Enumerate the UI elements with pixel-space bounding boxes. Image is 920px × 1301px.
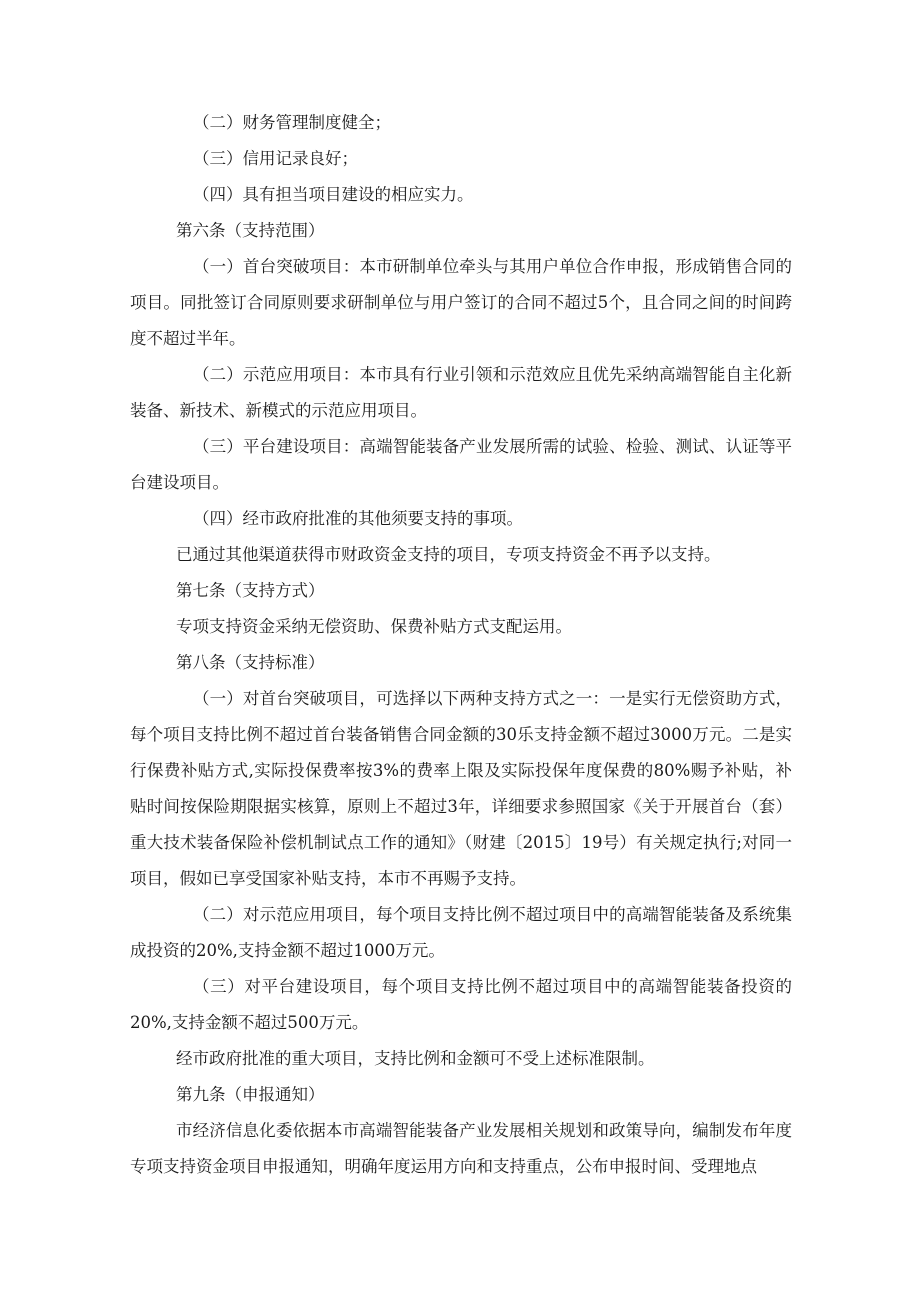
article-heading-6: 第六条（支持范围） bbox=[176, 221, 325, 240]
paragraph-major-projects: 经市政府批准的重大项目，支持比例和金额可不受上述标准限制。 bbox=[176, 1049, 655, 1068]
article-heading-8: 第八条（支持标准） bbox=[176, 653, 325, 672]
article-heading-7: 第七条（支持方式） bbox=[176, 581, 325, 600]
paragraph-standard-first-unit: （一）对首台突破项目，可选择以下两种支持方式之一：一是实行无偿资助方式，每个项目支持比例不超过首台装备销售合同金额的30乐支持金额不超过3000万元。二是实行保费补贴方式,实际投保费率按3%的费率上限及实际投保年度保费的80%赐予补贴，补贴时间按保险期限据实核算，原则上不超过3年，详细要求参照国家《关于开展首台（套）重大技术装备保险补偿机制试点工作的通知》（财建〔2015〕19号）有关规定执行;对同一项目，假如已享受国家补贴支持，本市不再赐予支持。 bbox=[130, 689, 792, 888]
paragraph-platform-building: （三）平台建设项目：高端智能装备产业发展所需的试验、检验、测试、认证等平台建设项目。 bbox=[130, 437, 792, 492]
paragraph-no-double-support: 已通过其他渠道获得市财政资金支持的项目，专项支持资金不再予以支持。 bbox=[176, 545, 721, 564]
paragraph-other-approved: （四）经市政府批准的其他须要支持的事项。 bbox=[193, 509, 523, 528]
paragraph-demo-application: （二）示范应用项目：本市具有行业引领和示范效应且优先采纳高端智能自主化新装备、新技术、新模式的示范应用项目。 bbox=[130, 365, 792, 420]
paragraph-application-notice: 市经济信息化委依据本市高端智能装备产业发展相关规划和政策导向，编制发布年度专项支持资金项目申报通知，明确年度运用方向和支持重点，公布申报时间、受理地点 bbox=[130, 1121, 792, 1176]
clause-item-capability: （四）具有担当项目建设的相应实力。 bbox=[193, 185, 474, 204]
paragraph-standard-platform: （三）对平台建设项目，每个项目支持比例不超过项目中的高端智能装备投资的20%,支持金额不超过500万元。 bbox=[130, 977, 792, 1032]
clause-item-finance: （二）财务管理制度健全； bbox=[193, 113, 391, 132]
paragraph-support-mode: 专项支持资金采纳无偿资助、保费补贴方式支配运用。 bbox=[176, 617, 572, 636]
clause-item-credit: （三）信用记录良好； bbox=[193, 149, 358, 168]
paragraph-standard-demo: （二）对示范应用项目，每个项目支持比例不超过项目中的高端智能装备及系统集成投资的20%,支持金额不超过1000万元。 bbox=[130, 905, 792, 960]
paragraph-first-unit: （一）首台突破项目：本市研制单位牵头与其用户单位合作申报，形成销售合同的项目。同批签订合同原则要求研制单位与用户签订的合同不超过5个，且合同之间的时间跨度不超过半年。 bbox=[130, 257, 792, 348]
article-heading-9: 第九条（申报通知） bbox=[176, 1085, 325, 1104]
document-body bbox=[130, 105, 792, 1185]
